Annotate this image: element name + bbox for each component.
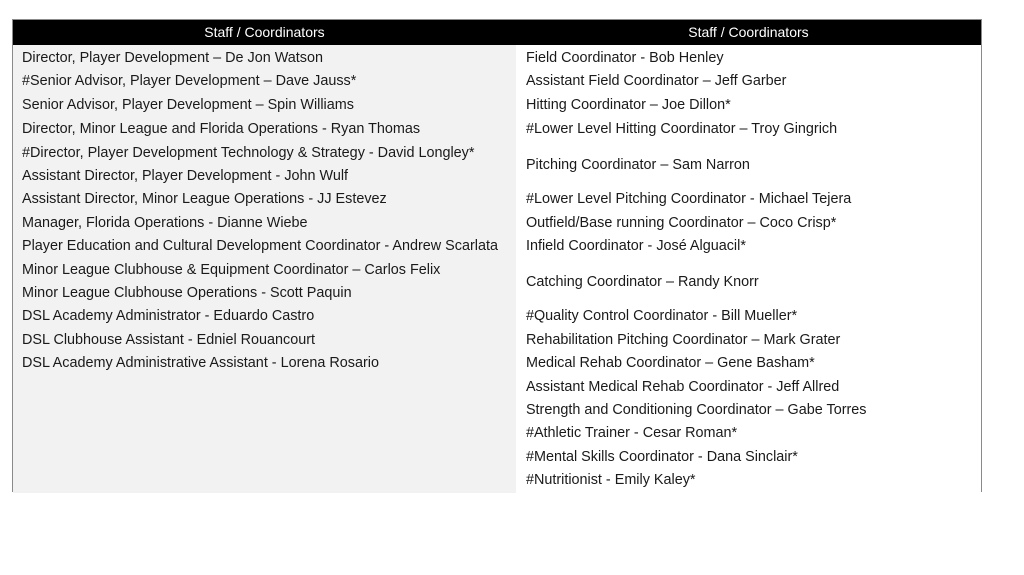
coordinator-entry: Catching Coordinator – Randy Knorr — [525, 273, 759, 290]
coordinator-entry: #Athletic Trainer - Cesar Roman* — [525, 425, 738, 442]
staff-entry: Director, Minor League and Florida Operations - Ryan Thomas — [22, 121, 421, 138]
staff-entry: Director, Player Development – De Jon Watson — [22, 50, 324, 66]
staff-entry: Minor League Clubhouse & Equipment Coordinator – Carlos Felix — [22, 261, 441, 278]
coordinator-entry: Assistant Field Coordinator – Jeff Garber — [525, 73, 787, 90]
coordinator-entry: Field Coordinator - Bob Henley — [525, 50, 724, 66]
left-column — [13, 45, 516, 493]
coordinator-entry: #Lower Level Pitching Coordinator - Michael Tejera — [525, 191, 852, 208]
staff-entry: Minor League Clubhouse Operations - Scott Paquin — [22, 285, 352, 302]
staff-entry: Senior Advisor, Player Development – Spin Williams — [22, 96, 354, 113]
coordinator-entry: #Nutritionist - Emily Kaley* — [525, 472, 696, 489]
coordinator-entry: #Mental Skills Coordinator - Dana Sinclair* — [525, 448, 798, 465]
header-right: Staff / Coordinators — [688, 24, 809, 40]
coordinator-entry: Hitting Coordinator – Joe Dillon* — [525, 96, 731, 113]
staff-entry: DSL Academy Administrative Assistant - Lorena Rosario — [22, 355, 379, 372]
staff-entry: Assistant Director, Minor League Operations - JJ Estevez — [22, 191, 387, 208]
coordinator-entry: Pitching Coordinator – Sam Narron — [525, 156, 750, 173]
staff-entry: DSL Clubhouse Assistant - Edniel Rouancourt — [22, 331, 316, 348]
staff-entry: Assistant Director, Player Development - John Wulf — [22, 168, 349, 185]
coordinator-entry: Strength and Conditioning Coordinator – Gabe Torres — [525, 402, 867, 419]
staff-entry: Player Education and Cultural Development Coordinator - Andrew Scarlata — [22, 238, 498, 255]
coordinator-entry: Outfield/Base running Coordinator – Coco Crisp* — [525, 214, 837, 231]
coordinator-entry: #Quality Control Coordinator - Bill Mueller* — [525, 308, 798, 325]
coordinator-entry: Infield Coordinator - José Alguacil* — [525, 238, 746, 255]
table-header-row — [13, 20, 981, 45]
table-body-row — [13, 45, 981, 493]
staff-entry: #Senior Advisor, Player Development – Dave Jauss* — [22, 73, 357, 90]
right-column — [516, 45, 981, 493]
staff-coordinators-table — [12, 19, 982, 492]
coordinator-entry: #Lower Level Hitting Coordinator – Troy Gingrich — [525, 121, 838, 138]
staff-entry: #Director, Player Development Technology & Strategy - David Longley* — [22, 144, 475, 161]
staff-entry: Manager, Florida Operations - Dianne Wiebe — [22, 214, 308, 231]
header-left: Staff / Coordinators — [204, 24, 325, 40]
coordinator-entry: Rehabilitation Pitching Coordinator – Mark Grater — [525, 331, 841, 348]
staff-entry: DSL Academy Administrator - Eduardo Castro — [22, 308, 315, 325]
coordinator-entry: Assistant Medical Rehab Coordinator - Jeff Allred — [525, 378, 840, 395]
coordinator-entry: Medical Rehab Coordinator – Gene Basham* — [525, 355, 815, 372]
